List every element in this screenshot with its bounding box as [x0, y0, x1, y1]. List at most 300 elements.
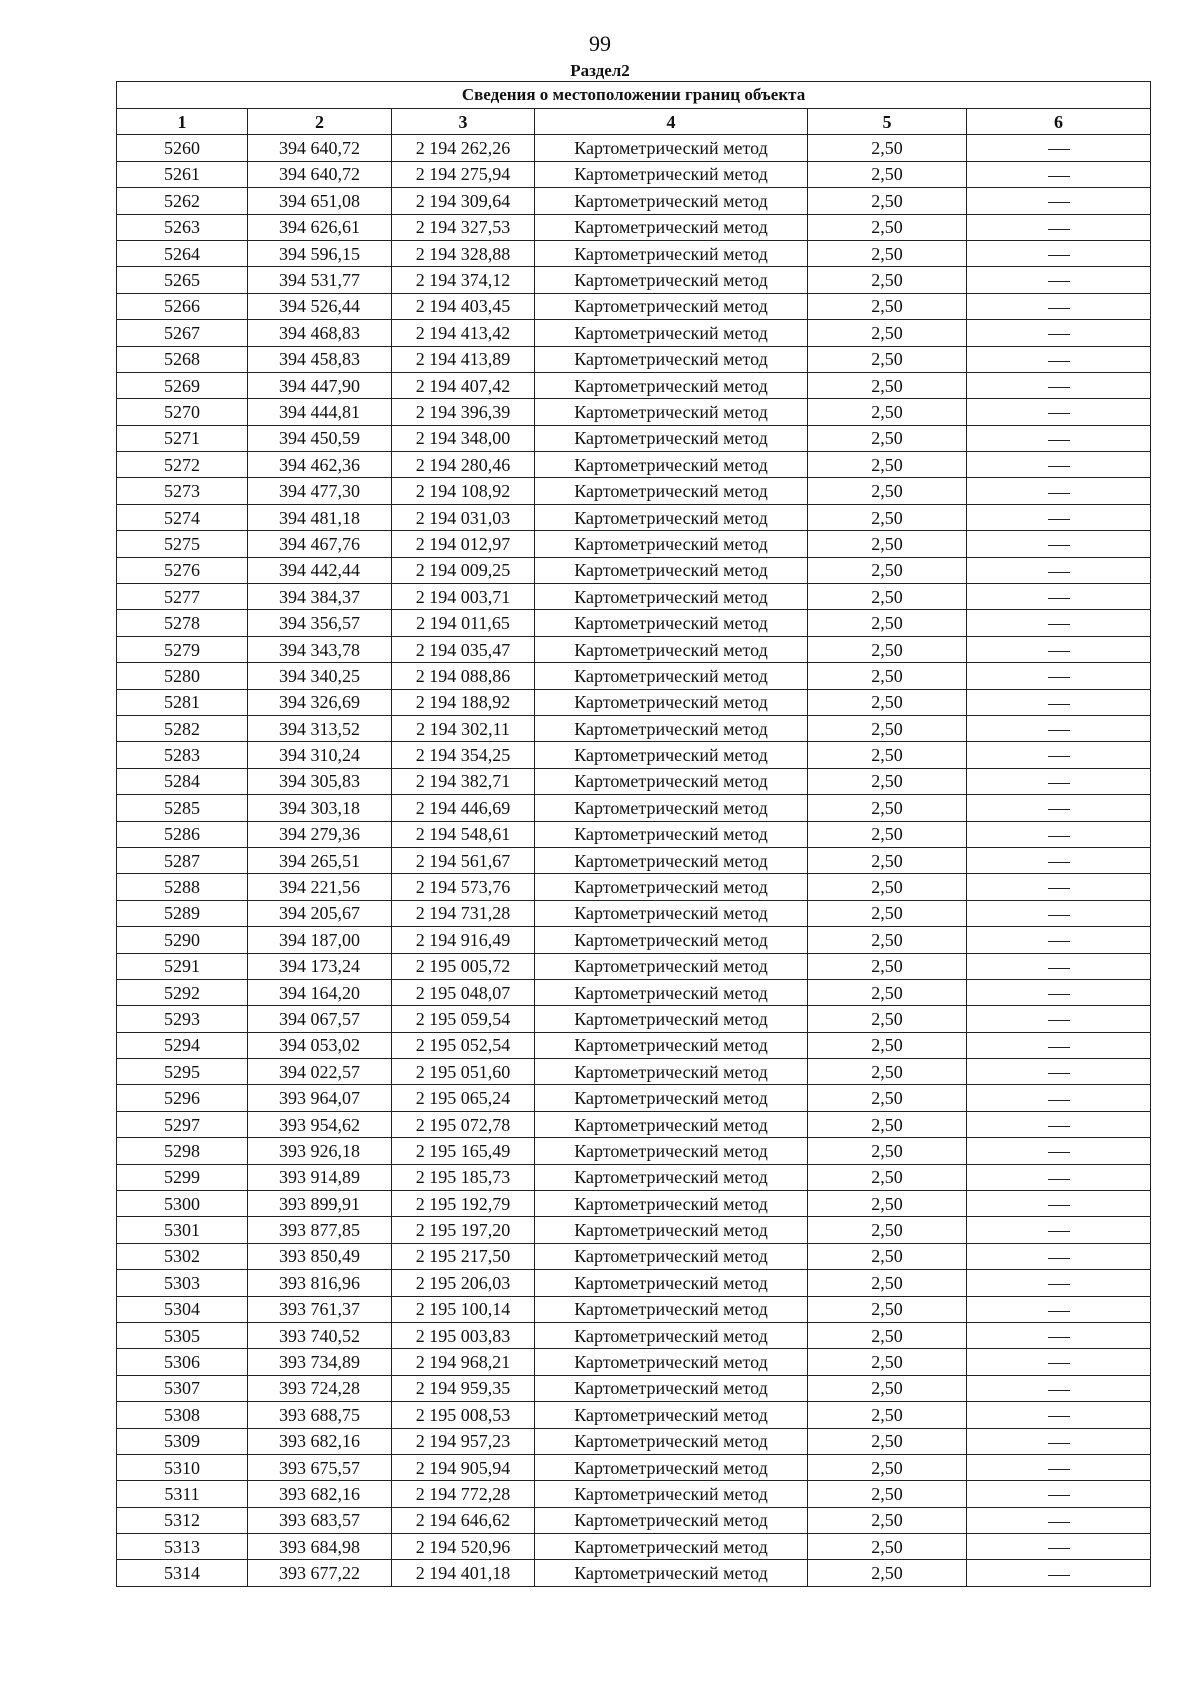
cell-y-coordinate: 2 195 005,72: [392, 953, 535, 979]
cell-point-number: 5307: [117, 1375, 248, 1401]
table-caption-row: [117, 82, 1151, 109]
dash-mark: [1048, 730, 1070, 731]
cell-accuracy: 2,50: [808, 715, 967, 741]
cell-description: [967, 927, 1151, 953]
cell-description: [967, 1006, 1151, 1032]
cell-point-number: 5263: [117, 214, 248, 240]
dash-mark: [1048, 783, 1070, 784]
table-row: [117, 1006, 1151, 1032]
cell-description: [967, 847, 1151, 873]
cell-y-coordinate: 2 194 646,62: [392, 1507, 535, 1533]
cell-method: Картометрический метод: [535, 636, 808, 662]
cell-x-coordinate: 393 850,49: [248, 1243, 392, 1269]
cell-description: [967, 267, 1151, 293]
cell-y-coordinate: 2 194 916,49: [392, 927, 535, 953]
cell-x-coordinate: 394 640,72: [248, 161, 392, 187]
dash-mark: [1048, 1205, 1070, 1206]
cell-accuracy: 2,50: [808, 1481, 967, 1507]
cell-point-number: 5269: [117, 372, 248, 398]
cell-x-coordinate: 394 442,44: [248, 557, 392, 583]
cell-y-coordinate: 2 195 008,53: [392, 1402, 535, 1428]
cell-accuracy: 2,50: [808, 768, 967, 794]
dash-mark: [1048, 361, 1070, 362]
table-row: [117, 715, 1151, 741]
table-head: [117, 82, 1151, 135]
table-row: [117, 1481, 1151, 1507]
cell-point-number: 5313: [117, 1534, 248, 1560]
dash-mark: [1048, 651, 1070, 652]
table-row: [117, 346, 1151, 372]
cell-y-coordinate: 2 194 280,46: [392, 452, 535, 478]
table-row: [117, 478, 1151, 504]
cell-accuracy: 2,50: [808, 1191, 967, 1217]
cell-x-coordinate: 394 468,83: [248, 320, 392, 346]
cell-point-number: 5310: [117, 1454, 248, 1480]
dash-mark: [1048, 466, 1070, 467]
cell-accuracy: 2,50: [808, 900, 967, 926]
cell-method: Картометрический метод: [535, 1349, 808, 1375]
cell-description: [967, 900, 1151, 926]
cell-x-coordinate: 394 458,83: [248, 346, 392, 372]
cell-point-number: 5309: [117, 1428, 248, 1454]
cell-method: Картометрический метод: [535, 557, 808, 583]
cell-y-coordinate: 2 194 011,65: [392, 610, 535, 636]
table-caption: Сведения о местоположении границ объекта: [117, 82, 1151, 109]
cell-x-coordinate: 394 531,77: [248, 267, 392, 293]
cell-accuracy: 2,50: [808, 1138, 967, 1164]
dash-mark: [1048, 1073, 1070, 1074]
dash-mark: [1048, 281, 1070, 282]
dash-mark: [1048, 888, 1070, 889]
boundary-coordinates-table: [116, 81, 1151, 1587]
cell-y-coordinate: 2 194 401,18: [392, 1560, 535, 1586]
cell-description: [967, 425, 1151, 451]
cell-y-coordinate: 2 194 548,61: [392, 821, 535, 847]
cell-description: [967, 372, 1151, 398]
cell-accuracy: 2,50: [808, 1085, 967, 1111]
table-row: [117, 531, 1151, 557]
cell-method: Картометрический метод: [535, 1032, 808, 1058]
cell-method: Картометрический метод: [535, 663, 808, 689]
cell-point-number: 5271: [117, 425, 248, 451]
cell-y-coordinate: 2 195 185,73: [392, 1164, 535, 1190]
dash-mark: [1048, 1258, 1070, 1259]
cell-y-coordinate: 2 195 100,14: [392, 1296, 535, 1322]
cell-x-coordinate: 394 526,44: [248, 293, 392, 319]
cell-x-coordinate: 394 313,52: [248, 715, 392, 741]
column-header-6: 6: [967, 109, 1151, 135]
cell-accuracy: 2,50: [808, 452, 967, 478]
cell-method: Картометрический метод: [535, 399, 808, 425]
cell-point-number: 5298: [117, 1138, 248, 1164]
cell-point-number: 5282: [117, 715, 248, 741]
cell-method: Картометрический метод: [535, 161, 808, 187]
cell-y-coordinate: 2 194 731,28: [392, 900, 535, 926]
cell-point-number: 5279: [117, 636, 248, 662]
cell-accuracy: 2,50: [808, 1402, 967, 1428]
dash-mark: [1048, 941, 1070, 942]
cell-accuracy: 2,50: [808, 953, 967, 979]
table-row: [117, 1322, 1151, 1348]
cell-description: [967, 214, 1151, 240]
cell-accuracy: 2,50: [808, 610, 967, 636]
cell-y-coordinate: 2 194 374,12: [392, 267, 535, 293]
cell-y-coordinate: 2 194 009,25: [392, 557, 535, 583]
table-header-row: [117, 109, 1151, 135]
cell-description: [967, 1138, 1151, 1164]
cell-method: Картометрический метод: [535, 293, 808, 319]
table-row: [117, 1164, 1151, 1190]
column-header-1: 1: [117, 109, 248, 135]
cell-y-coordinate: 2 194 035,47: [392, 636, 535, 662]
cell-x-coordinate: 394 164,20: [248, 979, 392, 1005]
cell-description: [967, 1481, 1151, 1507]
cell-accuracy: 2,50: [808, 161, 967, 187]
table-row: [117, 1032, 1151, 1058]
cell-method: Картометрический метод: [535, 425, 808, 451]
dash-mark: [1048, 1311, 1070, 1312]
table-row: [117, 610, 1151, 636]
cell-x-coordinate: 394 205,67: [248, 900, 392, 926]
cell-method: Картометрический метод: [535, 715, 808, 741]
cell-x-coordinate: 394 022,57: [248, 1059, 392, 1085]
dash-mark: [1048, 440, 1070, 441]
cell-method: Картометрический метод: [535, 320, 808, 346]
cell-point-number: 5288: [117, 874, 248, 900]
column-header-2: 2: [248, 109, 392, 135]
cell-description: [967, 1507, 1151, 1533]
dash-mark: [1048, 994, 1070, 995]
cell-x-coordinate: 393 740,52: [248, 1322, 392, 1348]
cell-accuracy: 2,50: [808, 1111, 967, 1137]
table-row: [117, 1507, 1151, 1533]
cell-x-coordinate: 394 450,59: [248, 425, 392, 451]
dash-mark: [1048, 229, 1070, 230]
cell-x-coordinate: 393 684,98: [248, 1534, 392, 1560]
cell-point-number: 5293: [117, 1006, 248, 1032]
cell-point-number: 5302: [117, 1243, 248, 1269]
cell-y-coordinate: 2 194 348,00: [392, 425, 535, 451]
table-row: [117, 1085, 1151, 1111]
table-row: [117, 1402, 1151, 1428]
cell-y-coordinate: 2 194 188,92: [392, 689, 535, 715]
cell-description: [967, 478, 1151, 504]
cell-method: Картометрический метод: [535, 1059, 808, 1085]
dash-mark: [1048, 1522, 1070, 1523]
cell-description: [967, 795, 1151, 821]
cell-accuracy: 2,50: [808, 1243, 967, 1269]
table-row: [117, 399, 1151, 425]
cell-description: [967, 663, 1151, 689]
cell-accuracy: 2,50: [808, 1164, 967, 1190]
cell-point-number: 5306: [117, 1349, 248, 1375]
cell-method: Картометрический метод: [535, 953, 808, 979]
cell-description: [967, 320, 1151, 346]
cell-x-coordinate: 394 173,24: [248, 953, 392, 979]
cell-description: [967, 161, 1151, 187]
cell-accuracy: 2,50: [808, 636, 967, 662]
cell-accuracy: 2,50: [808, 1006, 967, 1032]
cell-description: [967, 188, 1151, 214]
table-row: [117, 1111, 1151, 1137]
cell-point-number: 5270: [117, 399, 248, 425]
cell-description: [967, 1322, 1151, 1348]
cell-method: Картометрический метод: [535, 1375, 808, 1401]
table-row: [117, 1217, 1151, 1243]
cell-y-coordinate: 2 194 520,96: [392, 1534, 535, 1560]
dash-mark: [1048, 1575, 1070, 1576]
table-row: [117, 636, 1151, 662]
cell-description: [967, 1375, 1151, 1401]
cell-point-number: 5280: [117, 663, 248, 689]
table-row: [117, 742, 1151, 768]
cell-point-number: 5292: [117, 979, 248, 1005]
cell-y-coordinate: 2 194 012,97: [392, 531, 535, 557]
cell-method: Картометрический метод: [535, 847, 808, 873]
table-row: [117, 584, 1151, 610]
table-row: [117, 689, 1151, 715]
table-row: [117, 1296, 1151, 1322]
cell-accuracy: 2,50: [808, 874, 967, 900]
cell-x-coordinate: 394 481,18: [248, 504, 392, 530]
cell-description: [967, 399, 1151, 425]
cell-method: Картометрический метод: [535, 874, 808, 900]
cell-description: [967, 293, 1151, 319]
dash-mark: [1048, 308, 1070, 309]
cell-y-coordinate: 2 194 905,94: [392, 1454, 535, 1480]
dash-mark: [1048, 1231, 1070, 1232]
cell-method: Картометрический метод: [535, 689, 808, 715]
cell-method: Картометрический метод: [535, 1217, 808, 1243]
cell-description: [967, 953, 1151, 979]
cell-accuracy: 2,50: [808, 821, 967, 847]
table-row: [117, 874, 1151, 900]
cell-y-coordinate: 2 194 403,45: [392, 293, 535, 319]
cell-description: [967, 610, 1151, 636]
cell-x-coordinate: 393 954,62: [248, 1111, 392, 1137]
table-row: [117, 1191, 1151, 1217]
cell-description: [967, 1243, 1151, 1269]
table-row: [117, 1243, 1151, 1269]
cell-accuracy: 2,50: [808, 1296, 967, 1322]
cell-method: Картометрический метод: [535, 610, 808, 636]
cell-method: Картометрический метод: [535, 742, 808, 768]
cell-description: [967, 1085, 1151, 1111]
dash-mark: [1048, 915, 1070, 916]
cell-y-coordinate: 2 194 957,23: [392, 1428, 535, 1454]
cell-point-number: 5281: [117, 689, 248, 715]
cell-accuracy: 2,50: [808, 847, 967, 873]
cell-y-coordinate: 2 194 959,35: [392, 1375, 535, 1401]
table-row: [117, 240, 1151, 266]
page-number: 99: [589, 31, 611, 56]
cell-x-coordinate: 394 356,57: [248, 610, 392, 636]
cell-x-coordinate: 393 926,18: [248, 1138, 392, 1164]
cell-y-coordinate: 2 194 573,76: [392, 874, 535, 900]
table-row: [117, 1059, 1151, 1085]
cell-x-coordinate: 394 343,78: [248, 636, 392, 662]
cell-point-number: 5264: [117, 240, 248, 266]
cell-y-coordinate: 2 194 772,28: [392, 1481, 535, 1507]
table-row: [117, 425, 1151, 451]
column-header-5: 5: [808, 109, 967, 135]
cell-accuracy: 2,50: [808, 1217, 967, 1243]
dash-mark: [1048, 1363, 1070, 1364]
cell-accuracy: 2,50: [808, 689, 967, 715]
table-row: [117, 900, 1151, 926]
cell-description: [967, 1454, 1151, 1480]
cell-x-coordinate: 394 477,30: [248, 478, 392, 504]
cell-description: [967, 1164, 1151, 1190]
cell-accuracy: 2,50: [808, 1059, 967, 1085]
cell-y-coordinate: 2 194 561,67: [392, 847, 535, 873]
cell-x-coordinate: 393 682,16: [248, 1481, 392, 1507]
cell-accuracy: 2,50: [808, 1270, 967, 1296]
cell-accuracy: 2,50: [808, 1507, 967, 1533]
column-header-4: 4: [535, 109, 808, 135]
cell-x-coordinate: 393 899,91: [248, 1191, 392, 1217]
cell-accuracy: 2,50: [808, 214, 967, 240]
cell-x-coordinate: 394 187,00: [248, 927, 392, 953]
cell-description: [967, 636, 1151, 662]
cell-method: Картометрический метод: [535, 768, 808, 794]
cell-x-coordinate: 394 310,24: [248, 742, 392, 768]
dash-mark: [1048, 1337, 1070, 1338]
cell-description: [967, 768, 1151, 794]
cell-method: Картометрический метод: [535, 821, 808, 847]
cell-method: Картометрический метод: [535, 346, 808, 372]
cell-x-coordinate: 393 761,37: [248, 1296, 392, 1322]
cell-method: Картометрический метод: [535, 584, 808, 610]
cell-description: [967, 1270, 1151, 1296]
cell-description: [967, 452, 1151, 478]
cell-x-coordinate: 394 279,36: [248, 821, 392, 847]
cell-x-coordinate: 394 305,83: [248, 768, 392, 794]
dash-mark: [1048, 572, 1070, 573]
table-row: [117, 768, 1151, 794]
cell-y-coordinate: 2 195 051,60: [392, 1059, 535, 1085]
table-row: [117, 267, 1151, 293]
cell-method: Картометрический метод: [535, 1560, 808, 1586]
cell-point-number: 5266: [117, 293, 248, 319]
cell-y-coordinate: 2 194 327,53: [392, 214, 535, 240]
cell-description: [967, 1059, 1151, 1085]
cell-y-coordinate: 2 194 031,03: [392, 504, 535, 530]
cell-method: Картометрический метод: [535, 240, 808, 266]
cell-point-number: 5291: [117, 953, 248, 979]
cell-y-coordinate: 2 194 328,88: [392, 240, 535, 266]
cell-accuracy: 2,50: [808, 372, 967, 398]
table-row: [117, 1138, 1151, 1164]
dash-mark: [1048, 493, 1070, 494]
cell-y-coordinate: 2 194 309,64: [392, 188, 535, 214]
cell-point-number: 5289: [117, 900, 248, 926]
cell-point-number: 5296: [117, 1085, 248, 1111]
table-row: [117, 1428, 1151, 1454]
table-row: [117, 953, 1151, 979]
cell-accuracy: 2,50: [808, 293, 967, 319]
cell-x-coordinate: 394 265,51: [248, 847, 392, 873]
cell-y-coordinate: 2 194 407,42: [392, 372, 535, 398]
dash-mark: [1048, 1469, 1070, 1470]
cell-accuracy: 2,50: [808, 1560, 967, 1586]
table-row: [117, 1349, 1151, 1375]
cell-method: Картометрический метод: [535, 1296, 808, 1322]
cell-point-number: 5272: [117, 452, 248, 478]
cell-description: [967, 240, 1151, 266]
dash-mark: [1048, 1548, 1070, 1549]
cell-point-number: 5312: [117, 1507, 248, 1533]
cell-accuracy: 2,50: [808, 425, 967, 451]
cell-y-coordinate: 2 195 217,50: [392, 1243, 535, 1269]
cell-description: [967, 821, 1151, 847]
cell-accuracy: 2,50: [808, 927, 967, 953]
cell-y-coordinate: 2 194 968,21: [392, 1349, 535, 1375]
cell-point-number: 5283: [117, 742, 248, 768]
dash-mark: [1048, 598, 1070, 599]
cell-description: [967, 346, 1151, 372]
cell-description: [967, 689, 1151, 715]
cell-point-number: 5290: [117, 927, 248, 953]
cell-x-coordinate: 394 651,08: [248, 188, 392, 214]
cell-description: [967, 1560, 1151, 1586]
table-row: [117, 320, 1151, 346]
dash-mark: [1048, 202, 1070, 203]
cell-accuracy: 2,50: [808, 663, 967, 689]
cell-method: Картометрический метод: [535, 900, 808, 926]
cell-method: Картометрический метод: [535, 1138, 808, 1164]
cell-accuracy: 2,50: [808, 399, 967, 425]
cell-method: Картометрический метод: [535, 135, 808, 161]
cell-y-coordinate: 2 195 065,24: [392, 1085, 535, 1111]
cell-point-number: 5311: [117, 1481, 248, 1507]
dash-mark: [1048, 1443, 1070, 1444]
cell-description: [967, 1217, 1151, 1243]
section-title: Раздел2: [570, 61, 630, 80]
dash-mark: [1048, 1126, 1070, 1127]
dash-mark: [1048, 519, 1070, 520]
cell-method: Картометрический метод: [535, 504, 808, 530]
cell-x-coordinate: 393 914,89: [248, 1164, 392, 1190]
cell-point-number: 5274: [117, 504, 248, 530]
cell-point-number: 5265: [117, 267, 248, 293]
cell-accuracy: 2,50: [808, 1534, 967, 1560]
dash-mark: [1048, 149, 1070, 150]
table-row: [117, 1560, 1151, 1586]
dash-mark: [1048, 809, 1070, 810]
cell-y-coordinate: 2 195 052,54: [392, 1032, 535, 1058]
table-row: [117, 927, 1151, 953]
cell-description: [967, 742, 1151, 768]
cell-method: Картометрический метод: [535, 979, 808, 1005]
cell-description: [967, 557, 1151, 583]
cell-method: Картометрический метод: [535, 1006, 808, 1032]
cell-point-number: 5275: [117, 531, 248, 557]
cell-y-coordinate: 2 195 192,79: [392, 1191, 535, 1217]
cell-accuracy: 2,50: [808, 188, 967, 214]
cell-method: Картометрический метод: [535, 531, 808, 557]
dash-mark: [1048, 176, 1070, 177]
cell-description: [967, 1402, 1151, 1428]
cell-description: [967, 715, 1151, 741]
cell-y-coordinate: 2 195 206,03: [392, 1270, 535, 1296]
dash-mark: [1048, 255, 1070, 256]
cell-x-coordinate: 393 877,85: [248, 1217, 392, 1243]
cell-x-coordinate: 393 677,22: [248, 1560, 392, 1586]
dash-mark: [1048, 1179, 1070, 1180]
cell-x-coordinate: 394 384,37: [248, 584, 392, 610]
cell-method: Картометрический метод: [535, 1191, 808, 1217]
